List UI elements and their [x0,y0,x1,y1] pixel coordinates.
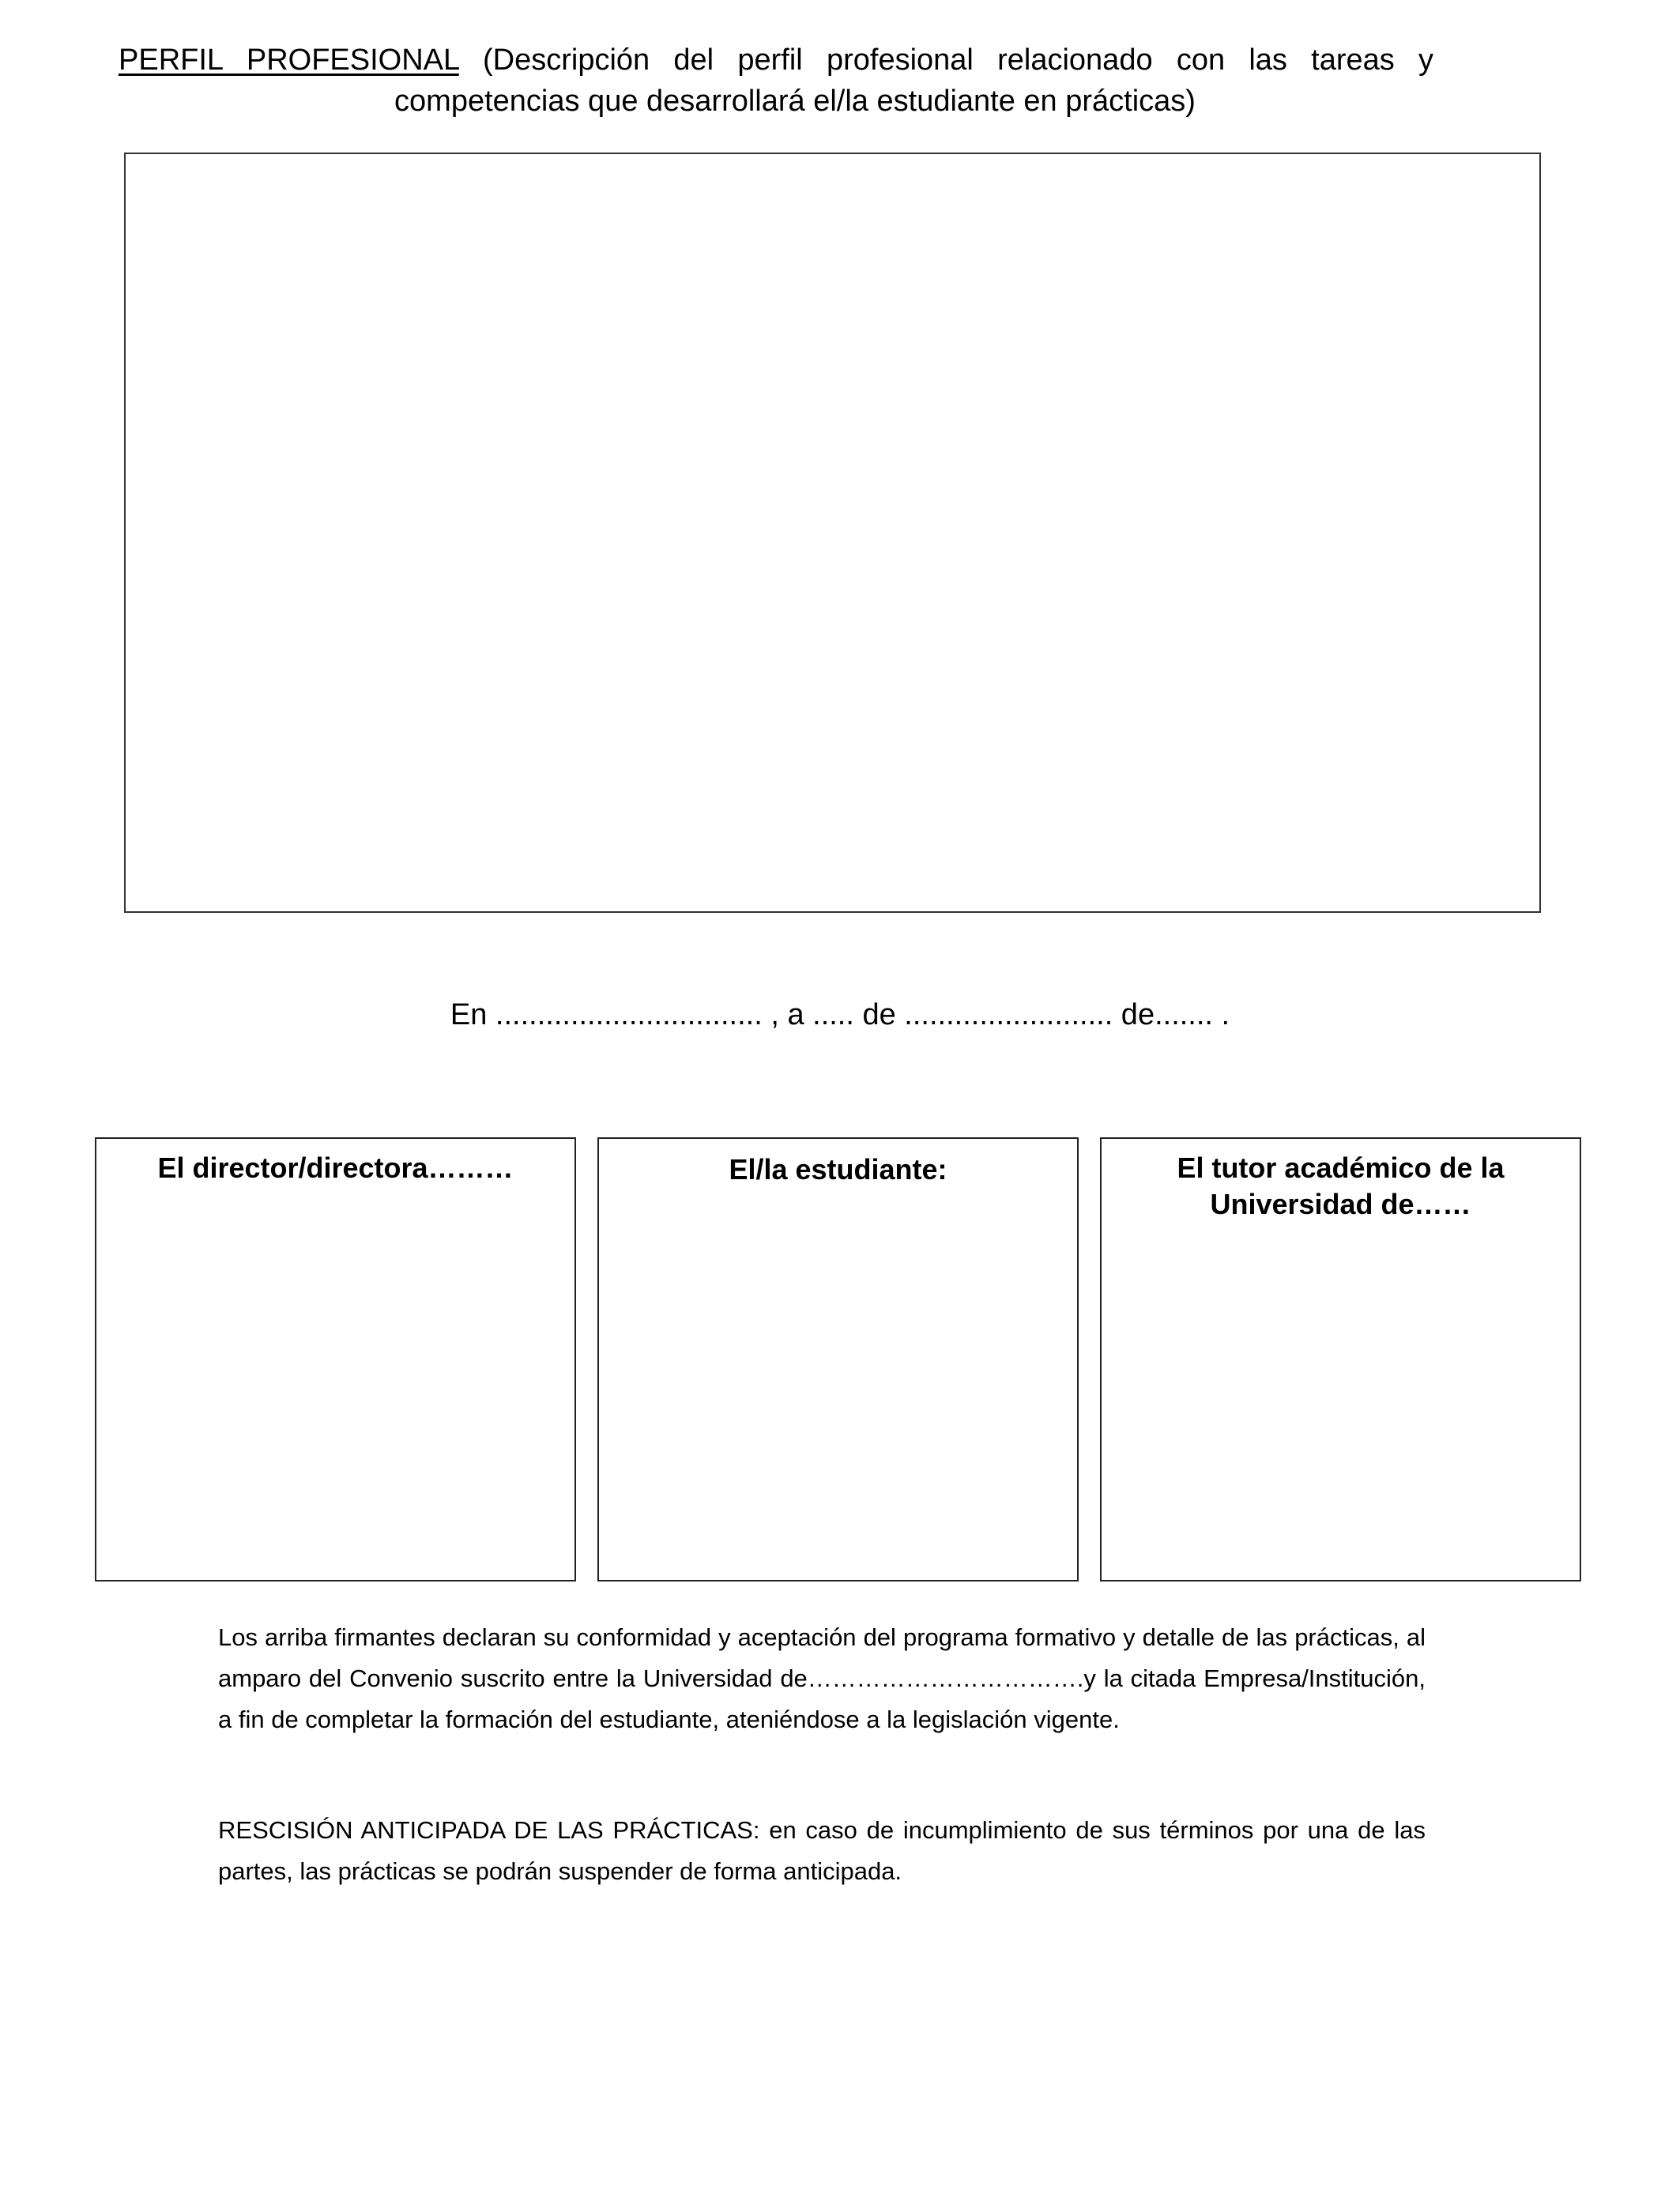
section-description-line-1: (Descripción del perfil profesional relacionado con las tareas y [483,43,1434,77]
rescission-paragraph: RESCISIÓN ANTICIPADA DE LAS PRÁCTICAS: en caso de incumplimiento de sus términos por una de las partes, las prácticas se podrán suspender de forma anticipada. [218,1816,1426,1885]
section-description-line-2: competencias que desarrollará el/la estudiante en prácticas) [394,85,1196,118]
section-heading [119,40,1433,122]
section-title: PERFIL PROFESIONAL [119,43,459,77]
academic-tutor-signature-box[interactable] [1100,1137,1581,1581]
student-signature-box[interactable] [597,1137,1079,1581]
place-date-line: En ................................ , a ..... de ......................... de....... . [450,998,1230,1031]
director-signature-box[interactable] [95,1137,576,1581]
professional-profile-field[interactable] [124,153,1541,913]
conformity-paragraph: Los arriba firmantes declaran su conformidad y aceptación del programa formativo y detalle de las prácticas, al amparo del Convenio suscrito entre la Universidad de…………………………….y la citada Empresa/Institución, a fin de completar la formación del estudiante, ateniéndose a la legislación vigente. [218,1623,1426,1733]
academic-tutor-label-line-1: El tutor académico de la [1177,1152,1505,1184]
director-signature-label: El director/directora……… [157,1152,514,1184]
academic-tutor-label-line-2: Universidad de…… [1210,1188,1471,1220]
student-signature-label: El/la estudiante: [729,1153,947,1186]
heading-line-1 [119,40,1433,81]
